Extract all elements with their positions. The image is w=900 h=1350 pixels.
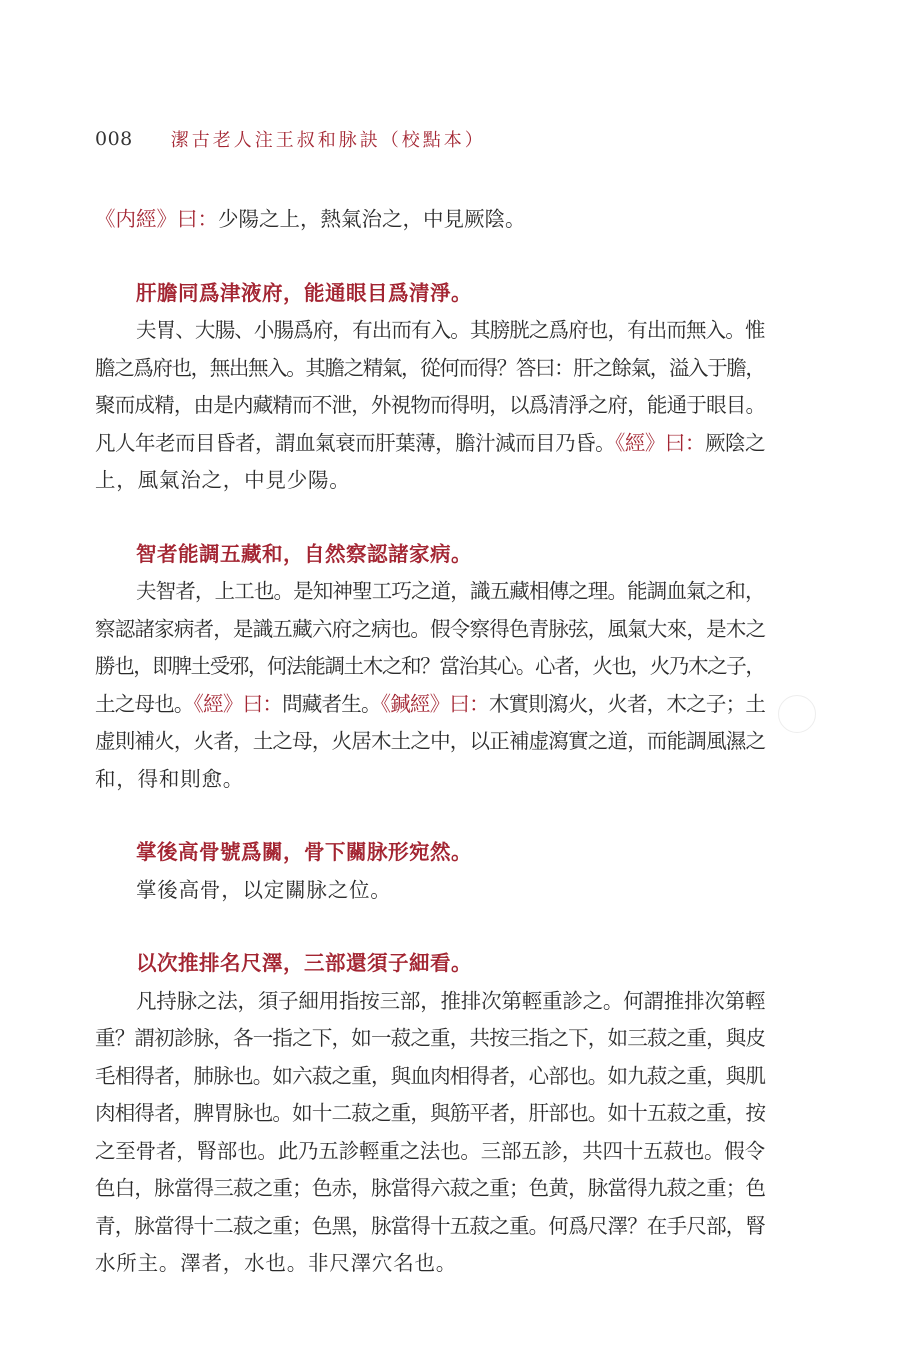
running-header bbox=[95, 124, 486, 154]
commentary-line bbox=[95, 387, 765, 425]
commentary-text: 上，風氣治之，中見少陽。 bbox=[95, 468, 351, 492]
commentary-text: 青，脉當得十二菽之重；色黑，脉當得十五菽之重。何爲尺澤？在手尺部，腎 bbox=[95, 1213, 766, 1238]
commentary-text: 毛相得者，肺脉也。如六菽之重，與血肉相得者，心部也。如九菽之重，與肌 bbox=[95, 1063, 766, 1088]
commentary-line bbox=[95, 573, 765, 611]
citation: 《經》曰： bbox=[193, 691, 283, 716]
citation: 《經》曰： bbox=[615, 430, 705, 455]
commentary-text: 聚而成精，由是内藏精而不泄，外視物而得明，以爲清淨之府，能通于眼目。 bbox=[95, 393, 766, 417]
commentary-text: 夫胃、大腸、小腸爲府，有出而有入。其膀胱之爲府也，有出而無入。惟 bbox=[136, 318, 765, 342]
commentary-text: 厥陰之 bbox=[704, 430, 765, 455]
commentary-line bbox=[95, 350, 765, 388]
commentary-text: 木實則瀉火，火者，木之子；土 bbox=[488, 691, 766, 716]
citation: 《鍼經》曰： bbox=[380, 691, 489, 716]
page-number: 008 bbox=[95, 128, 133, 150]
citation: 《内經》曰： bbox=[95, 207, 218, 231]
commentary-text: 肉相得者，脾胃脉也。如十二菽之重，與筋平者，肝部也。如十五菽之重，按 bbox=[95, 1101, 766, 1125]
commentary-text: 膽之爲府也，無出無入。其膽之精氣，從何而得？答曰：肝之餘氣，溢入于膽， bbox=[95, 355, 765, 380]
commentary-line bbox=[95, 312, 765, 350]
commentary-text: 水所主。澤者，水也。非尺澤穴名也。 bbox=[95, 1251, 458, 1275]
verse-heading: 掌後高骨號爲關，骨下關脉形宛然。 bbox=[136, 840, 472, 864]
commentary-text: 土之母也。 bbox=[95, 691, 194, 716]
commentary-line bbox=[95, 872, 765, 910]
page-body bbox=[95, 201, 765, 1283]
commentary-line bbox=[95, 462, 765, 500]
commentary-text: 虚則補火，火者，土之母，火居木土之中，以正補虚瀉實之道，而能調風濕之 bbox=[95, 729, 766, 753]
commentary-line bbox=[95, 1058, 765, 1096]
commentary-line bbox=[95, 1020, 765, 1058]
commentary-line bbox=[95, 723, 765, 761]
verse-heading: 以次推排名尺澤，三部還須子細看。 bbox=[136, 951, 472, 975]
commentary-line bbox=[95, 425, 765, 463]
commentary-text: 凡持脉之法，須子細用指按三部，推排次第輕重診之。何謂推排次第輕 bbox=[136, 988, 766, 1013]
intro-quote bbox=[95, 201, 765, 239]
commentary-text: 色白，脉當得三菽之重；色赤，脉當得六菽之重；色黄，脉當得九菽之重；色 bbox=[95, 1176, 766, 1200]
commentary-text: 勝也，即脾土受邪，何法能調土木之和？當治其心。心者，火也，火乃木之子， bbox=[95, 654, 765, 678]
commentary-line bbox=[95, 1208, 765, 1246]
commentary-line bbox=[95, 686, 765, 724]
verse-heading: 智者能調五藏和，自然察認諸家病。 bbox=[136, 541, 472, 566]
commentary-text: 夫智者，上工也。是知神聖工巧之道，識五藏相傳之理。能調血氣之和， bbox=[136, 579, 765, 603]
book-title: 潔古老人注王叔和脉訣（校點本） bbox=[170, 130, 486, 151]
commentary-text: 問藏者生。 bbox=[282, 691, 381, 716]
commentary-text: 重？謂初診脉，各一指之下，如一菽之重，共按三指之下，如三菽之重，與皮 bbox=[95, 1026, 766, 1050]
commentary-line bbox=[95, 1133, 765, 1171]
commentary-text: 察認諸家病者，是識五藏六府之病也。假令察得色青脉弦，風氣大來，是木之 bbox=[95, 616, 766, 641]
commentary-line bbox=[95, 611, 765, 649]
commentary-text: 之至骨者，腎部也。此乃五診輕重之法也。三部五診，共四十五菽也。假令 bbox=[95, 1138, 765, 1163]
sections bbox=[95, 275, 765, 1283]
verse-heading: 肝膽同爲津液府，能通眼目爲清淨。 bbox=[136, 280, 472, 305]
quote-text: 少陽之上，熱氣治之，中見厥陰。 bbox=[218, 207, 526, 231]
commentary-line bbox=[95, 1095, 765, 1133]
commentary-text: 凡人年老而目昏者，謂血氣衰而肝葉薄，膽汁減而目乃昏。 bbox=[95, 430, 616, 455]
commentary-line bbox=[95, 983, 765, 1021]
commentary-line bbox=[95, 761, 765, 799]
commentary-line bbox=[95, 1170, 765, 1208]
commentary-line bbox=[95, 1245, 765, 1283]
commentary-text: 掌後高骨，以定關脉之位。 bbox=[136, 877, 392, 902]
watermark-seal bbox=[778, 695, 816, 733]
commentary-text: 和，得和則愈。 bbox=[95, 766, 245, 791]
commentary-line bbox=[95, 648, 765, 686]
